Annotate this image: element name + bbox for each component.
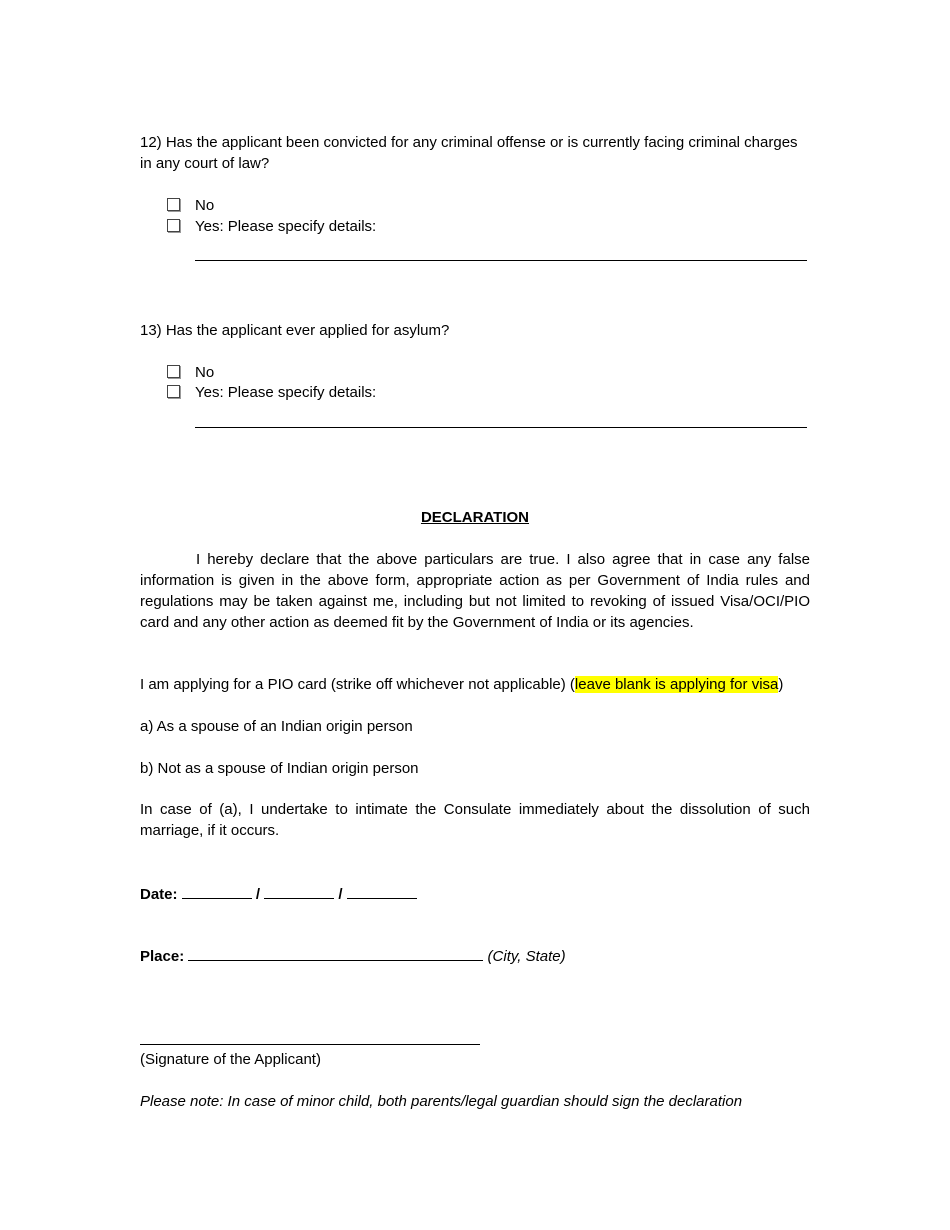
question-12: 12) Has the applicant been convicted for any criminal offense or is currently facing criminal charges in any court of law? bbox=[140, 134, 798, 172]
q12-details-line[interactable] bbox=[195, 260, 807, 261]
pio-statement bbox=[140, 674, 783, 695]
date-row bbox=[140, 883, 417, 905]
minor-child-note: Please note: In case of minor child, both parents/legal guardian should sign the declaration bbox=[140, 1093, 743, 1110]
q13-yes-label: Yes: Please specify details: bbox=[195, 384, 377, 401]
question-13: 13) Has the applicant ever applied for asylum? bbox=[140, 322, 450, 339]
q12-no-label: No bbox=[195, 197, 215, 214]
q12-yes-checkbox[interactable] bbox=[167, 219, 180, 232]
date-year-blank[interactable] bbox=[347, 883, 417, 899]
date-month-blank[interactable] bbox=[264, 883, 334, 899]
date-label: Date: bbox=[140, 886, 178, 903]
pio-close: ) bbox=[778, 676, 784, 693]
q13-yes-checkbox[interactable] bbox=[167, 385, 180, 398]
declaration-body: I hereby declare that the above particulars are true. I also agree that in case any false information is given in the above form, appropriate action as per Government of India rules and regulations may be taken against me, including but not limited to revoking of issued Visa/OCI/PIO card and any other action as deemed fit by the Government of India or its agencies. bbox=[140, 551, 810, 631]
pio-highlight: leave blank is applying for visa bbox=[574, 676, 779, 693]
place-hint: (City, State) bbox=[487, 948, 566, 965]
q12-yes-label: Yes: Please specify details: bbox=[195, 218, 377, 235]
q12-no-checkbox[interactable] bbox=[167, 198, 180, 211]
date-sep-1: / bbox=[255, 886, 261, 903]
date-sep-2: / bbox=[338, 886, 343, 903]
signature-caption: (Signature of the Applicant) bbox=[140, 1051, 321, 1068]
place-label: Place: bbox=[140, 948, 185, 965]
signature-line[interactable] bbox=[140, 1044, 480, 1045]
q13-no-checkbox[interactable] bbox=[167, 365, 180, 378]
place-blank[interactable] bbox=[188, 945, 483, 961]
option-a: a) As a spouse of an Indian origin person bbox=[140, 718, 413, 735]
q13-no-label: No bbox=[195, 364, 215, 381]
date-day-blank[interactable] bbox=[182, 883, 252, 899]
place-row bbox=[140, 945, 566, 967]
q13-details-line[interactable] bbox=[195, 427, 807, 428]
declaration-title: DECLARATION bbox=[420, 509, 530, 526]
pio-text: I am applying for a PIO card (strike off whichever not applicable) ( bbox=[140, 676, 575, 693]
undertaking: In case of (a), I undertake to intimate the Consulate immediately about the dissolution of such marriage, if it occurs. bbox=[140, 801, 810, 839]
option-b: b) Not as a spouse of Indian origin person bbox=[140, 760, 419, 777]
